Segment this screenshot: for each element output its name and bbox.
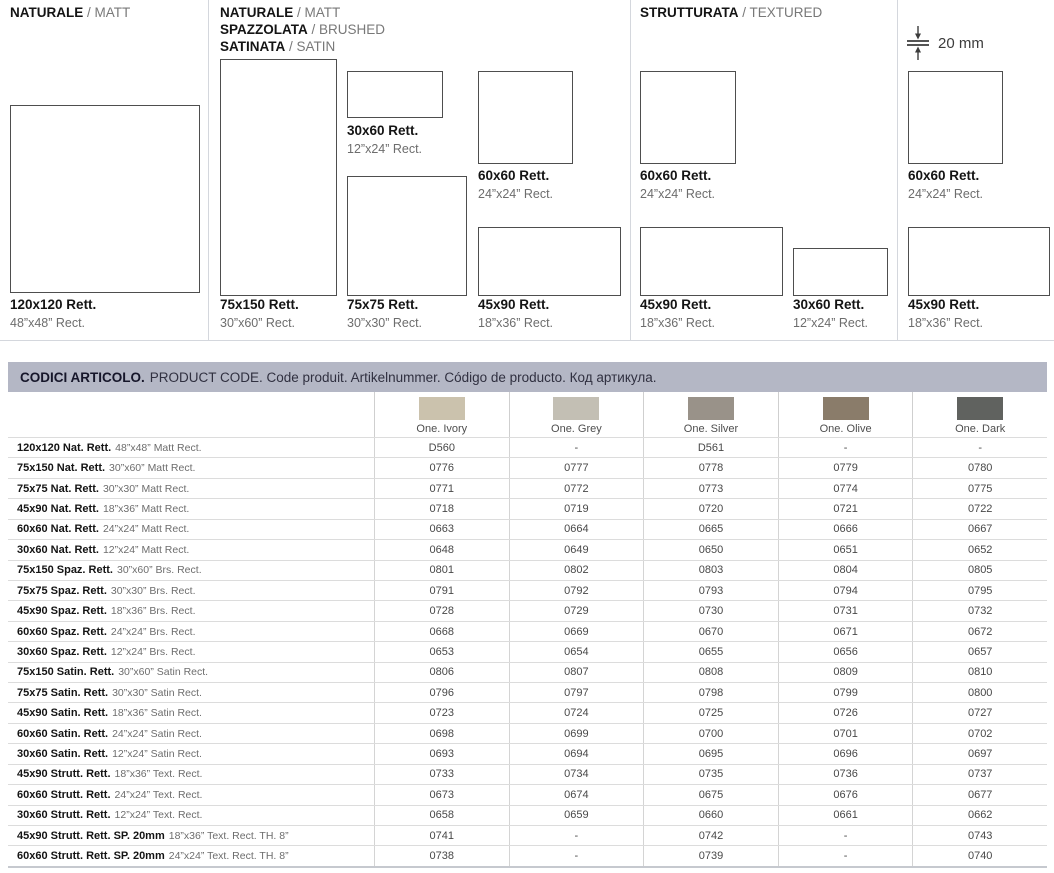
code-cell-ivory: 0741 — [374, 826, 509, 845]
code-cell-dark: 0743 — [912, 826, 1047, 845]
table-row — [8, 825, 1047, 845]
row-label — [8, 724, 374, 743]
table-row — [8, 662, 1047, 682]
row-format-sub: 30”x30” Matt Rect. — [102, 482, 190, 495]
code-cell-olive: 0721 — [778, 499, 913, 518]
row-label — [8, 601, 374, 620]
code-cell-grey: - — [509, 438, 644, 457]
row-label — [8, 642, 374, 661]
finish-name: NATURALE — [220, 5, 294, 20]
row-format-sub: 12”x24” Text. Rect. — [114, 809, 203, 822]
table-row — [8, 845, 1047, 865]
row-format: 45x90 Strutt. Rett. SP. 20mm — [17, 829, 165, 842]
tile-diagram-20mm-60x60 — [908, 71, 1003, 164]
code-cell-silver: 0700 — [643, 724, 778, 743]
tile-diagram-75x150 — [220, 59, 337, 296]
code-cell-olive: 0661 — [778, 806, 913, 825]
row-label — [8, 438, 374, 457]
code-cell-ivory: 0728 — [374, 601, 509, 620]
code-cell-olive: 0809 — [778, 663, 913, 682]
thickness-label: 20 mm — [938, 34, 984, 52]
code-cell-silver: 0655 — [643, 642, 778, 661]
table-row — [8, 457, 1047, 477]
row-label — [8, 540, 374, 559]
formats-section — [0, 0, 1054, 341]
banner-translations: PRODUCT CODE. Code produit. Artikelnummer. Código de producto. Код артикула. — [149, 369, 657, 385]
code-cell-grey: 0772 — [509, 479, 644, 498]
row-format-sub: 24”x24” Text. Rect. — [114, 788, 203, 801]
code-cell-grey: 0807 — [509, 663, 644, 682]
tile-label-60x60 — [478, 168, 553, 202]
finish-translation: / MATT — [83, 5, 131, 20]
tile-size: 60x60 Rett. — [640, 168, 712, 183]
code-cell-olive: 0666 — [778, 520, 913, 539]
code-cell-olive: 0671 — [778, 622, 913, 641]
code-cell-dark: 0672 — [912, 622, 1047, 641]
row-format-sub: 18”x36” Matt Rect. — [102, 502, 190, 515]
color-label: One. Ivory — [416, 423, 468, 435]
header-spacer — [8, 392, 374, 437]
finish-header-naturale — [10, 4, 130, 21]
column-divider — [897, 0, 898, 341]
code-cell-grey: 0729 — [509, 601, 644, 620]
color-column-dark — [912, 392, 1047, 437]
code-cell-olive: 0726 — [778, 703, 913, 722]
tile-size: 60x60 Rett. — [478, 168, 550, 183]
code-cell-grey: 0792 — [509, 581, 644, 600]
tile-size-inches: 24”x24” Rect. — [908, 187, 984, 201]
color-swatch-silver — [688, 397, 734, 420]
row-format: 75x75 Spaz. Rett. — [17, 584, 107, 597]
code-cell-grey: 0777 — [509, 458, 644, 477]
table-row — [8, 641, 1047, 661]
row-label — [8, 479, 374, 498]
tile-size: 30x60 Rett. — [793, 297, 865, 312]
color-swatch-dark — [957, 397, 1003, 420]
row-format: 45x90 Spaz. Rett. — [17, 605, 107, 618]
code-cell-ivory: 0776 — [374, 458, 509, 477]
code-cell-silver: 0739 — [643, 846, 778, 865]
tile-diagram-75x75 — [347, 176, 467, 296]
row-format: 45x90 Nat. Rett. — [17, 502, 99, 515]
column-divider — [208, 0, 209, 341]
tile-diagram-strutt-60x60 — [640, 71, 736, 164]
code-cell-silver: 0778 — [643, 458, 778, 477]
row-label — [8, 744, 374, 763]
code-cell-olive: 0701 — [778, 724, 913, 743]
row-format: 30x60 Strutt. Rett. — [17, 809, 111, 822]
color-column-silver — [643, 392, 778, 437]
tile-diagram-45x90 — [478, 227, 621, 296]
row-format-sub: 18”x36” Text. Rect. — [114, 768, 203, 781]
code-cell-ivory: 0738 — [374, 846, 509, 865]
finish-header-strutturata — [640, 4, 822, 21]
thickness-indicator — [905, 26, 984, 60]
code-cell-olive: 0696 — [778, 744, 913, 763]
code-cell-grey: - — [509, 846, 644, 865]
table-row — [8, 580, 1047, 600]
color-label: One. Olive — [819, 423, 872, 435]
code-cell-olive: 0651 — [778, 540, 913, 559]
code-cell-ivory: 0796 — [374, 683, 509, 702]
code-cell-silver: 0650 — [643, 540, 778, 559]
code-cell-dark: 0795 — [912, 581, 1047, 600]
table-row — [8, 805, 1047, 825]
code-cell-olive: 0794 — [778, 581, 913, 600]
code-cell-dark: 0737 — [912, 765, 1047, 784]
table-row — [8, 600, 1047, 620]
tile-size-inches: 48”x48” Rect. — [10, 316, 86, 330]
code-cell-olive: - — [778, 846, 913, 865]
row-format: 45x90 Satin. Rett. — [17, 707, 109, 720]
code-cell-ivory: 0663 — [374, 520, 509, 539]
code-cell-grey: 0797 — [509, 683, 644, 702]
color-column-grey — [509, 392, 644, 437]
column-divider — [630, 0, 631, 341]
code-cell-ivory: 0668 — [374, 622, 509, 641]
color-label: One. Silver — [683, 423, 739, 435]
code-cell-grey: - — [509, 826, 644, 845]
finish-translation: / BRUSHED — [307, 22, 386, 37]
finish-header-spazzolata — [220, 4, 385, 55]
code-cell-ivory: 0653 — [374, 642, 509, 661]
tile-size-inches: 24”x24” Rect. — [640, 187, 716, 201]
code-cell-dark: 0667 — [912, 520, 1047, 539]
row-label — [8, 622, 374, 641]
code-cell-silver: 0675 — [643, 785, 778, 804]
row-format: 75x75 Nat. Rett. — [17, 482, 99, 495]
code-cell-grey: 0694 — [509, 744, 644, 763]
row-format: 120x120 Nat. Rett. — [17, 441, 112, 454]
row-label — [8, 683, 374, 702]
table-row — [8, 498, 1047, 518]
code-cell-silver: 0735 — [643, 765, 778, 784]
row-label — [8, 663, 374, 682]
code-cell-silver: 0793 — [643, 581, 778, 600]
code-cell-silver: 0725 — [643, 703, 778, 722]
row-format: 60x60 Satin. Rett. — [17, 727, 109, 740]
code-cell-grey: 0802 — [509, 561, 644, 580]
row-format-sub: 18”x36” Satin Rect. — [112, 707, 202, 720]
row-format-sub: 12”x24” Satin Rect. — [112, 748, 202, 761]
row-label — [8, 581, 374, 600]
color-label: One. Dark — [955, 423, 1006, 435]
row-format: 60x60 Spaz. Rett. — [17, 625, 107, 638]
code-cell-dark: - — [912, 438, 1047, 457]
code-cell-ivory: 0806 — [374, 663, 509, 682]
code-cell-olive: - — [778, 438, 913, 457]
row-format-sub: 18”x36” Text. Rect. TH. 8” — [168, 829, 289, 842]
row-format: 75x150 Nat. Rett. — [17, 462, 106, 475]
row-format-sub: 30”x60” Matt Rect. — [109, 462, 196, 475]
tile-size-inches: 12”x24” Rect. — [793, 316, 869, 330]
row-label — [8, 806, 374, 825]
tile-label-75x75 — [347, 297, 422, 331]
tile-label-strutt-30x60 — [793, 297, 868, 331]
tile-diagram-strutt-30x60 — [793, 248, 888, 296]
tile-label-strutt-45x90 — [640, 297, 715, 331]
table-row — [8, 723, 1047, 743]
banner-title: CODICI ARTICOLO. — [20, 369, 145, 385]
tile-label-45x90 — [478, 297, 553, 331]
finish-translation: / MATT — [293, 5, 341, 20]
tile-size-inches: 18”x36” Rect. — [478, 316, 554, 330]
row-format: 60x60 Strutt. Rett. SP. 20mm — [17, 850, 165, 863]
code-cell-dark: 0657 — [912, 642, 1047, 661]
code-cell-ivory: 0658 — [374, 806, 509, 825]
tile-size: 45x90 Rett. — [478, 297, 550, 312]
code-cell-ivory: 0693 — [374, 744, 509, 763]
code-cell-dark: 0775 — [912, 479, 1047, 498]
color-swatch-olive — [823, 397, 869, 420]
code-cell-silver: 0742 — [643, 826, 778, 845]
code-cell-silver: 0803 — [643, 561, 778, 580]
row-label — [8, 785, 374, 804]
tile-size-inches: 18”x36” Rect. — [908, 316, 984, 330]
finish-translation: / TEXTURED — [738, 5, 823, 20]
code-cell-olive: - — [778, 826, 913, 845]
row-label — [8, 458, 374, 477]
row-format-sub: 24”x24” Brs. Rect. — [110, 625, 196, 638]
code-cell-ivory: 0698 — [374, 724, 509, 743]
tile-size: 45x90 Rett. — [908, 297, 980, 312]
code-cell-olive: 0774 — [778, 479, 913, 498]
table-row — [8, 743, 1047, 763]
row-label — [8, 846, 374, 865]
row-label — [8, 826, 374, 845]
finish-name: STRUTTURATA — [640, 5, 739, 20]
code-cell-silver: 0665 — [643, 520, 778, 539]
row-format: 75x75 Satin. Rett. — [17, 686, 109, 699]
code-cell-grey: 0699 — [509, 724, 644, 743]
row-format-sub: 24”x24” Text. Rect. TH. 8” — [168, 850, 289, 863]
code-cell-dark: 0805 — [912, 561, 1047, 580]
product-code-banner — [8, 362, 1047, 392]
tile-size: 75x150 Rett. — [220, 297, 299, 312]
row-format-sub: 24”x24” Matt Rect. — [102, 523, 190, 536]
row-label — [8, 499, 374, 518]
tile-size-inches: 30”x30” Rect. — [347, 316, 423, 330]
code-cell-silver: 0670 — [643, 622, 778, 641]
code-cell-grey: 0674 — [509, 785, 644, 804]
table-row — [8, 764, 1047, 784]
code-cell-ivory: 0801 — [374, 561, 509, 580]
row-format-sub: 30”x60” Brs. Rect. — [117, 564, 202, 577]
row-label — [8, 765, 374, 784]
code-cell-grey: 0719 — [509, 499, 644, 518]
table-row — [8, 539, 1047, 559]
code-cell-olive: 0731 — [778, 601, 913, 620]
tile-label-strutt-60x60 — [640, 168, 715, 202]
code-cell-ivory: 0771 — [374, 479, 509, 498]
table-row — [8, 560, 1047, 580]
row-format-sub: 48”x48” Matt Rect. — [115, 441, 202, 454]
code-cell-olive: 0736 — [778, 765, 913, 784]
tile-size-inches: 18”x36” Rect. — [640, 316, 716, 330]
tile-diagram-30x60 — [347, 71, 443, 118]
code-cell-dark: 0662 — [912, 806, 1047, 825]
tile-size-inches: 12”x24” Rect. — [347, 142, 423, 156]
code-cell-silver: 0808 — [643, 663, 778, 682]
table-row — [8, 682, 1047, 702]
code-cell-ivory: 0648 — [374, 540, 509, 559]
color-header-row — [8, 392, 1047, 437]
code-cell-olive: 0676 — [778, 785, 913, 804]
section-divider — [0, 340, 1054, 341]
color-swatch-grey — [553, 397, 599, 420]
row-format-sub: 18”x36” Brs. Rect. — [110, 605, 196, 618]
row-format: 30x60 Satin. Rett. — [17, 748, 109, 761]
row-format-sub: 24”x24” Satin Rect. — [112, 727, 202, 740]
row-format: 30x60 Nat. Rett. — [17, 543, 99, 556]
code-cell-silver: D561 — [643, 438, 778, 457]
row-format: 75x150 Satin. Rett. — [17, 666, 115, 679]
code-cell-olive: 0804 — [778, 561, 913, 580]
codes-table-body — [8, 437, 1047, 868]
color-label: One. Grey — [551, 423, 602, 435]
code-cell-dark: 0810 — [912, 663, 1047, 682]
tile-size: 120x120 Rett. — [10, 297, 97, 312]
code-cell-dark: 0780 — [912, 458, 1047, 477]
tile-size-inches: 24”x24” Rect. — [478, 187, 554, 201]
row-format-sub: 30”x30” Brs. Rect. — [110, 584, 196, 597]
finish-name: NATURALE — [10, 5, 84, 20]
row-label — [8, 561, 374, 580]
tile-diagram-20mm-45x90 — [908, 227, 1050, 296]
code-cell-grey: 0659 — [509, 806, 644, 825]
row-format: 60x60 Strutt. Rett. — [17, 788, 111, 801]
code-cell-silver: 0730 — [643, 601, 778, 620]
code-cell-ivory: D560 — [374, 438, 509, 457]
code-cell-ivory: 0723 — [374, 703, 509, 722]
tile-size: 30x60 Rett. — [347, 123, 419, 138]
table-row — [8, 784, 1047, 804]
code-cell-ivory: 0733 — [374, 765, 509, 784]
row-format: 60x60 Nat. Rett. — [17, 523, 99, 536]
row-format: 75x150 Spaz. Rett. — [17, 564, 113, 577]
code-cell-dark: 0697 — [912, 744, 1047, 763]
code-cell-ivory: 0718 — [374, 499, 509, 518]
color-column-olive — [778, 392, 913, 437]
tile-label-120x120 — [10, 297, 96, 331]
tile-label-20mm-45x90 — [908, 297, 983, 331]
tile-size: 60x60 Rett. — [908, 168, 980, 183]
row-label — [8, 703, 374, 722]
color-swatch-ivory — [419, 397, 465, 420]
code-cell-silver: 0798 — [643, 683, 778, 702]
code-cell-ivory: 0791 — [374, 581, 509, 600]
row-label — [8, 520, 374, 539]
code-cell-grey: 0654 — [509, 642, 644, 661]
table-row — [8, 478, 1047, 498]
code-cell-grey: 0664 — [509, 520, 644, 539]
row-format-sub: 12”x24” Matt Rect. — [102, 543, 190, 556]
code-cell-silver: 0660 — [643, 806, 778, 825]
code-cell-olive: 0799 — [778, 683, 913, 702]
table-row — [8, 519, 1047, 539]
code-cell-olive: 0779 — [778, 458, 913, 477]
tile-size: 45x90 Rett. — [640, 297, 712, 312]
code-cell-olive: 0656 — [778, 642, 913, 661]
code-cell-grey: 0734 — [509, 765, 644, 784]
row-format-sub: 30”x30” Satin Rect. — [112, 686, 202, 699]
code-cell-grey: 0724 — [509, 703, 644, 722]
tile-diagram-strutt-45x90 — [640, 227, 783, 296]
code-cell-dark: 0677 — [912, 785, 1047, 804]
table-row — [8, 702, 1047, 722]
code-cell-dark: 0740 — [912, 846, 1047, 865]
code-cell-dark: 0732 — [912, 601, 1047, 620]
row-format: 45x90 Strutt. Rett. — [17, 768, 111, 781]
code-cell-silver: 0773 — [643, 479, 778, 498]
finish-name: SPAZZOLATA — [220, 22, 308, 37]
finish-name: SATINATA — [220, 39, 286, 54]
row-format-sub: 30”x60” Satin Rect. — [118, 666, 209, 679]
thickness-20mm-icon — [905, 26, 931, 60]
tile-diagram-120x120 — [10, 105, 200, 293]
code-cell-silver: 0695 — [643, 744, 778, 763]
code-cell-dark: 0652 — [912, 540, 1047, 559]
tile-label-20mm-60x60 — [908, 168, 983, 202]
tile-diagram-60x60 — [478, 71, 573, 164]
code-cell-silver: 0720 — [643, 499, 778, 518]
code-cell-grey: 0649 — [509, 540, 644, 559]
tile-size: 75x75 Rett. — [347, 297, 419, 312]
row-format: 30x60 Spaz. Rett. — [17, 645, 107, 658]
tile-label-75x150 — [220, 297, 299, 331]
tile-size-inches: 30”x60” Rect. — [220, 316, 296, 330]
tile-label-30x60 — [347, 123, 422, 157]
finish-translation: / SATIN — [285, 39, 336, 54]
code-cell-dark: 0702 — [912, 724, 1047, 743]
color-column-ivory — [374, 392, 509, 437]
table-row — [8, 437, 1047, 457]
code-cell-dark: 0800 — [912, 683, 1047, 702]
code-cell-grey: 0669 — [509, 622, 644, 641]
code-cell-ivory: 0673 — [374, 785, 509, 804]
row-format-sub: 12”x24” Brs. Rect. — [110, 645, 196, 658]
table-row — [8, 621, 1047, 641]
code-cell-dark: 0722 — [912, 499, 1047, 518]
code-cell-dark: 0727 — [912, 703, 1047, 722]
